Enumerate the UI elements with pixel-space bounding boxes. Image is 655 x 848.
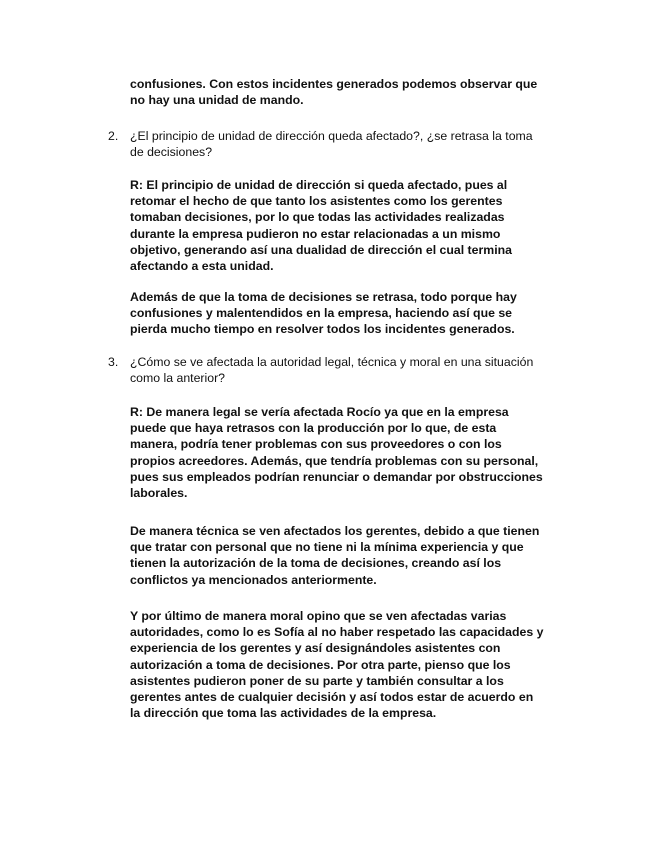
text-line: confusiones. Con estos incidentes generados podemos observar que <box>130 77 538 91</box>
answer-paragraph <box>130 177 570 274</box>
answer-paragraph <box>130 523 570 588</box>
text-line: autorización a toma de decisiones. Por otra parte, pienso que los <box>130 657 511 672</box>
text-line: De manera técnica se ven afectados los gerentes, debido a que tienen <box>130 524 540 538</box>
answer-paragraph <box>130 289 570 338</box>
text-line: propios acreedores. Además, que tendría problemas con su personal, <box>130 453 539 468</box>
text-line: gerentes antes de cualquier decisión y así todos estar de acuerdo en <box>130 690 534 705</box>
text-line: durante la empresa pudieron no estar relacionadas a un mismo <box>130 226 501 241</box>
text-line: conflictos ya mencionados anteriormente. <box>130 572 377 587</box>
text-line: R: De manera legal se vería afectada Rocío ya que en la empresa <box>130 405 509 419</box>
text-line: retomar el hecho de que tanto los asistentes como los gerentes <box>130 194 503 209</box>
text-line: afectando a esta unidad. <box>130 259 274 274</box>
text-line: manera, podría tener problemas con sus proveedores o con los <box>130 437 502 452</box>
text-line: ¿El principio de unidad de dirección queda afectado?, ¿se retrasa la toma <box>130 129 533 143</box>
text-line: objetivo, generando así una dualidad de dirección el cual termina <box>130 242 512 257</box>
text-line: puede que haya retrasos con la producción por lo que, de esta <box>130 421 497 436</box>
intro-paragraph <box>130 76 570 108</box>
text-line: no hay una unidad de mando. <box>130 93 304 108</box>
text-line: confusiones y malentendidos en la empresa, haciendo así que se <box>130 306 513 321</box>
text-line: asistentes pudieron poner de su parte y también consultar a los <box>130 673 504 688</box>
text-line: experiencia de los gerentes y así designándoles asistentes con <box>130 641 501 656</box>
question-number: 3. <box>108 355 119 369</box>
text-line: como la anterior? <box>130 371 226 386</box>
text-line: que tratar con personal que no tiene ni la mínima experiencia y que <box>130 540 524 555</box>
answer-paragraph <box>130 608 570 721</box>
text-line: tienen la autorización de la toma de decisiones, creando así los <box>130 556 502 571</box>
text-line: ¿Cómo se ve afectada la autoridad legal, técnica y moral en una situación <box>130 355 534 369</box>
answer-paragraph <box>130 404 570 501</box>
text-line: Además de que la toma de decisiones se retrasa, todo porque hay <box>130 290 517 304</box>
text-line: tomaban decisiones, por lo que todas las actividades realizadas <box>130 210 505 225</box>
question-number: 2. <box>108 129 119 143</box>
text-line: R: El principio de unidad de dirección si queda afectado, pues al <box>130 178 508 192</box>
text-line: pierda mucho tiempo en resolver todos los incidentes generados. <box>130 322 515 337</box>
text-line: autoridades, como lo es Sofía al no haber respetado las capacidades y <box>130 625 544 640</box>
text-line: laborales. <box>130 486 188 501</box>
text-line: la dirección que toma las actividades de la empresa. <box>130 706 437 721</box>
text-line: de decisiones? <box>130 145 213 160</box>
text-line: pues sus empleados podrían renunciar o demandar por obstrucciones <box>130 469 543 484</box>
question-text <box>130 128 570 160</box>
text-line: Y por último de manera moral opino que se ven afectadas varias <box>130 609 507 623</box>
question-text <box>130 354 570 386</box>
